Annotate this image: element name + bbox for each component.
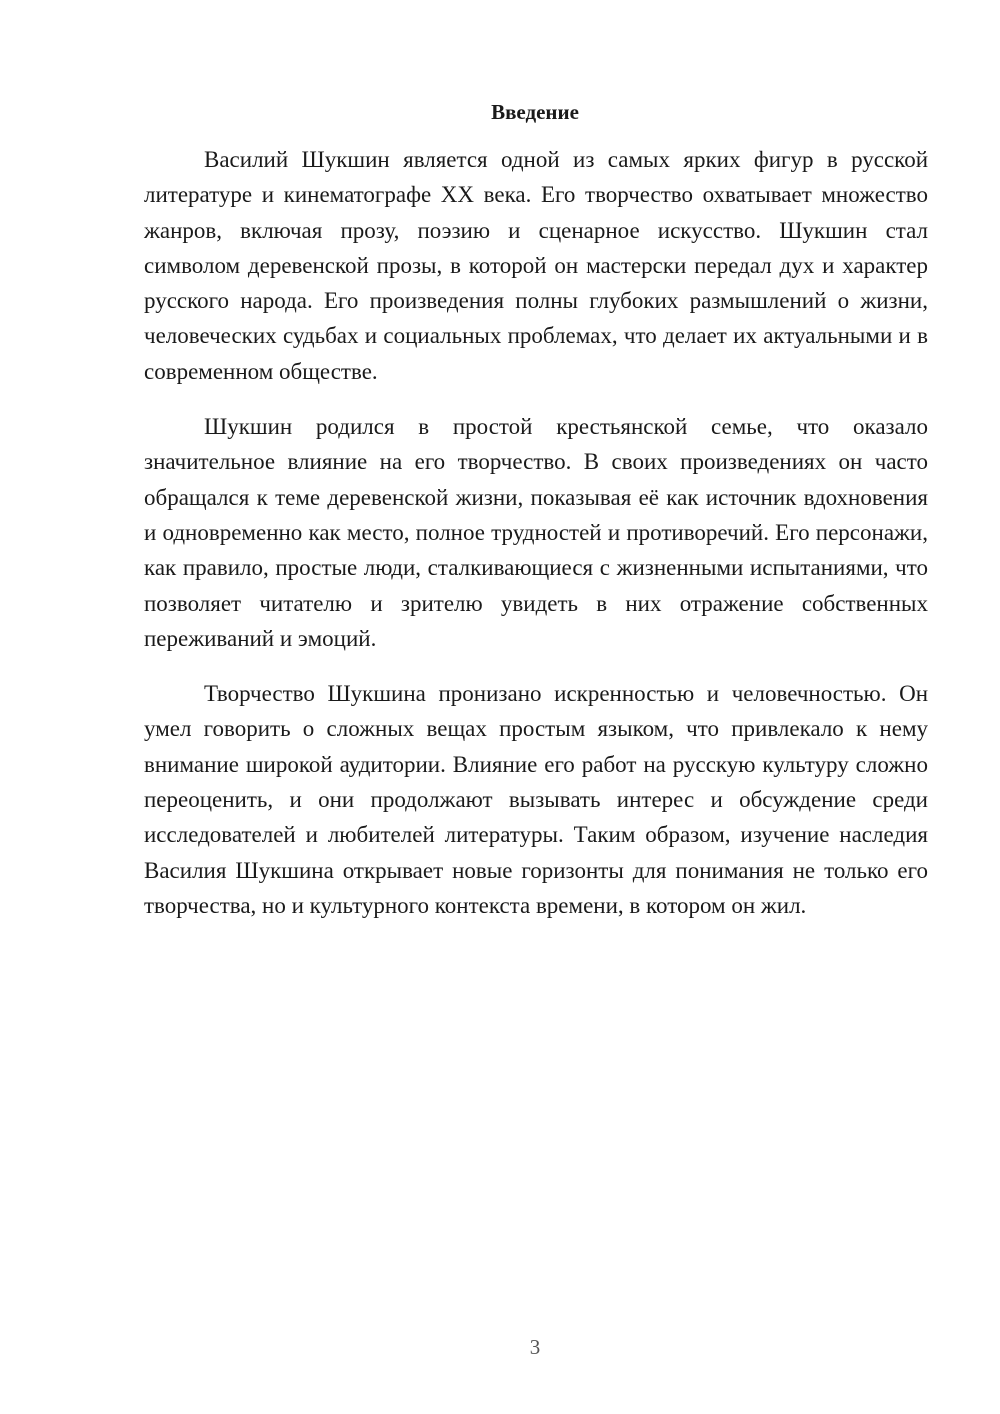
body-text bbox=[144, 142, 928, 943]
paragraph-2: Шукшин родился в простой крестьянской семье, что оказало значительное влияние на его творчество. В своих произведениях он часто обращался к теме деревенской жизни, показывая её как источник вдохновения и одновременно как место, полное трудностей и противоречий. Его персонажи, как правило, простые люди, сталкивающиеся с жизненными испытаниями, что позволяет читателю и зрителю увидеть в них отражение собственных переживаний и эмоций. bbox=[144, 414, 928, 651]
page-title: Введение bbox=[491, 100, 579, 124]
page-number: 3 bbox=[529, 1335, 541, 1359]
paragraph-3: Творчество Шукшина пронизано искренностью и человечностью. Он умел говорить о сложных вещах простым языком, что привлекало к нему внимание широкой аудитории. Влияние его работ на русскую культуру сложно переоценить, и они продолжают вызывать интерес и обсуждение среди исследователей и любителей литературы. Таким образом, изучение наследия Василия Шукшина открывает новые горизонты для понимания не только его творчества, но и культурного контекста времени, в котором он жил. bbox=[144, 681, 928, 918]
paragraph-1: Василий Шукшин является одной из самых ярких фигур в русской литературе и кинематографе XX века. Его творчество охватывает множество жанров, включая прозу, поэзию и сценарное искусство. Шукшин стал символом деревенской прозы, в которой он мастерски передал дух и характер русского народа. Его произведения полны глубоких размышлений о жизни, человеческих судьбах и социальных проблемах, что делает их актуальными и в современном обществе. bbox=[144, 147, 928, 384]
